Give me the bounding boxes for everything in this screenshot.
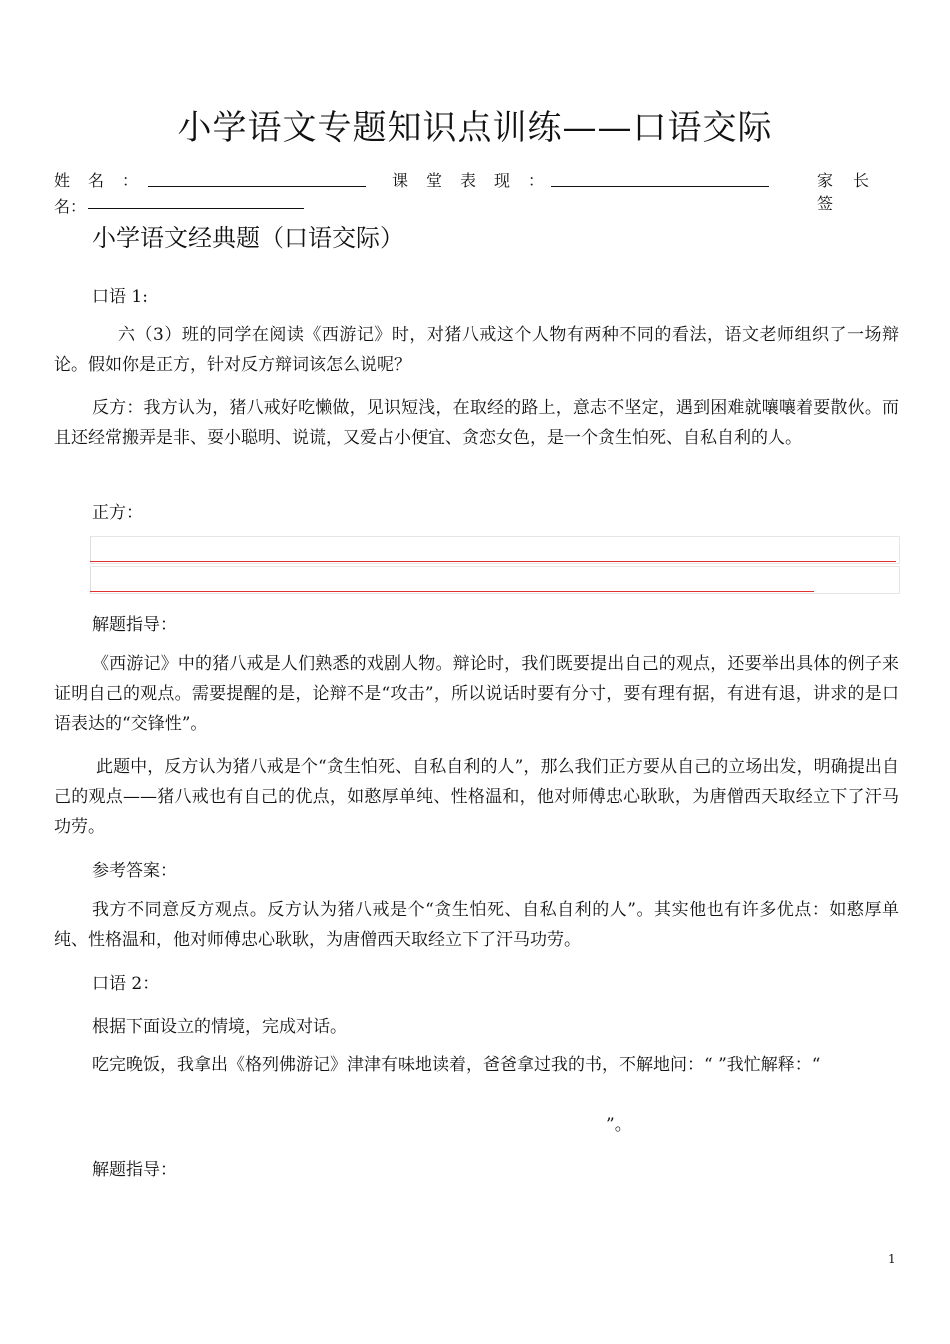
answer-underline-2 bbox=[90, 591, 814, 592]
proponent-label: 正方： bbox=[92, 503, 143, 523]
name-blank[interactable] bbox=[148, 168, 366, 187]
page-number: 1 bbox=[888, 1252, 896, 1266]
question-2-label: 口语 2： bbox=[92, 974, 160, 994]
question-2-instruction: 根据下面设立的情境，完成对话。 bbox=[92, 1017, 347, 1037]
reference-answer: 我方不同意反方观点。反方认为猪八戒是个“贪生怕死、自私自利的人”。其实他也有许多优点：如憨厚单纯、性格温和，他对师傅忠心耿耿，为唐僧西天取经立下了汗马功劳。 bbox=[54, 900, 899, 950]
answer-label: 参考答案： bbox=[92, 861, 177, 881]
section-subtitle: 小学语文经典题（口语交际） bbox=[92, 224, 404, 252]
question-2-scenario-end: ”。 bbox=[606, 1115, 632, 1135]
page-title: 小学语文专题知识点训练——口语交际 bbox=[177, 108, 773, 148]
opponent-argument: 反方：我方认为，猪八戒好吃懒做，见识短浅，在取经的路上，意志不坚定，遇到困难就嚷嚷着要散伙。而且还经常搬弄是非、耍小聪明、说谎，又爱占小便宜、贪恋女色，是一个贪生怕死、自私自利的人。 bbox=[54, 398, 899, 448]
guide-label: 解题指导： bbox=[92, 615, 177, 635]
student-info-row-2 bbox=[54, 194, 899, 218]
question-2-guide-label: 解题指导： bbox=[92, 1160, 177, 1180]
guide-paragraph-2: 此题中，反方认为猪八戒是个“贪生怕死、自私自利的人”，那么我们正方要从自己的立场出发，明确提出自己的观点——猪八戒也有自己的优点，如憨厚单纯、性格温和，他对师傅忠心耿耿，为唐僧西天取经立下了汗马功劳。 bbox=[54, 757, 899, 837]
question-1-intro: 六（3）班的同学在阅读《西游记》时，对猪八戒这个人物有两种不同的看法，语文老师组织了一场辩论。假如你是正方，针对反方辩词该怎么说呢？ bbox=[54, 325, 899, 375]
performance-label: 课堂表现： bbox=[392, 171, 563, 190]
student-info-row bbox=[54, 168, 899, 213]
answer-area[interactable] bbox=[90, 536, 900, 594]
performance-blank[interactable] bbox=[551, 168, 769, 187]
answer-box-line-2[interactable] bbox=[90, 566, 900, 594]
parent-signature-blank[interactable] bbox=[88, 190, 304, 209]
guide-paragraph-1: 《西游记》中的猪八戒是人们熟悉的戏剧人物。辩论时，我们既要提出自己的观点，还要举出具体的例子来证明自己的观点。需要提醒的是，论辩不是“攻击”，所以说话时要有分寸，要有理有据，有进有退，讲求的是口语表达的“交锋性”。 bbox=[54, 654, 899, 734]
parent-signature-label-cont: 名： bbox=[54, 197, 87, 216]
question-2-scenario: 吃完晚饭，我拿出《格列佛游记》津津有味地读着，爸爸拿过我的书，不解地问：“ ”我忙解释：“ bbox=[92, 1055, 821, 1075]
name-label: 姓名： bbox=[54, 171, 157, 190]
answer-box-line-1[interactable] bbox=[90, 536, 900, 564]
answer-underline-1 bbox=[90, 561, 896, 562]
question-1-label: 口语 1: bbox=[92, 287, 148, 307]
parent-signature-label: 家长签 bbox=[817, 171, 890, 213]
